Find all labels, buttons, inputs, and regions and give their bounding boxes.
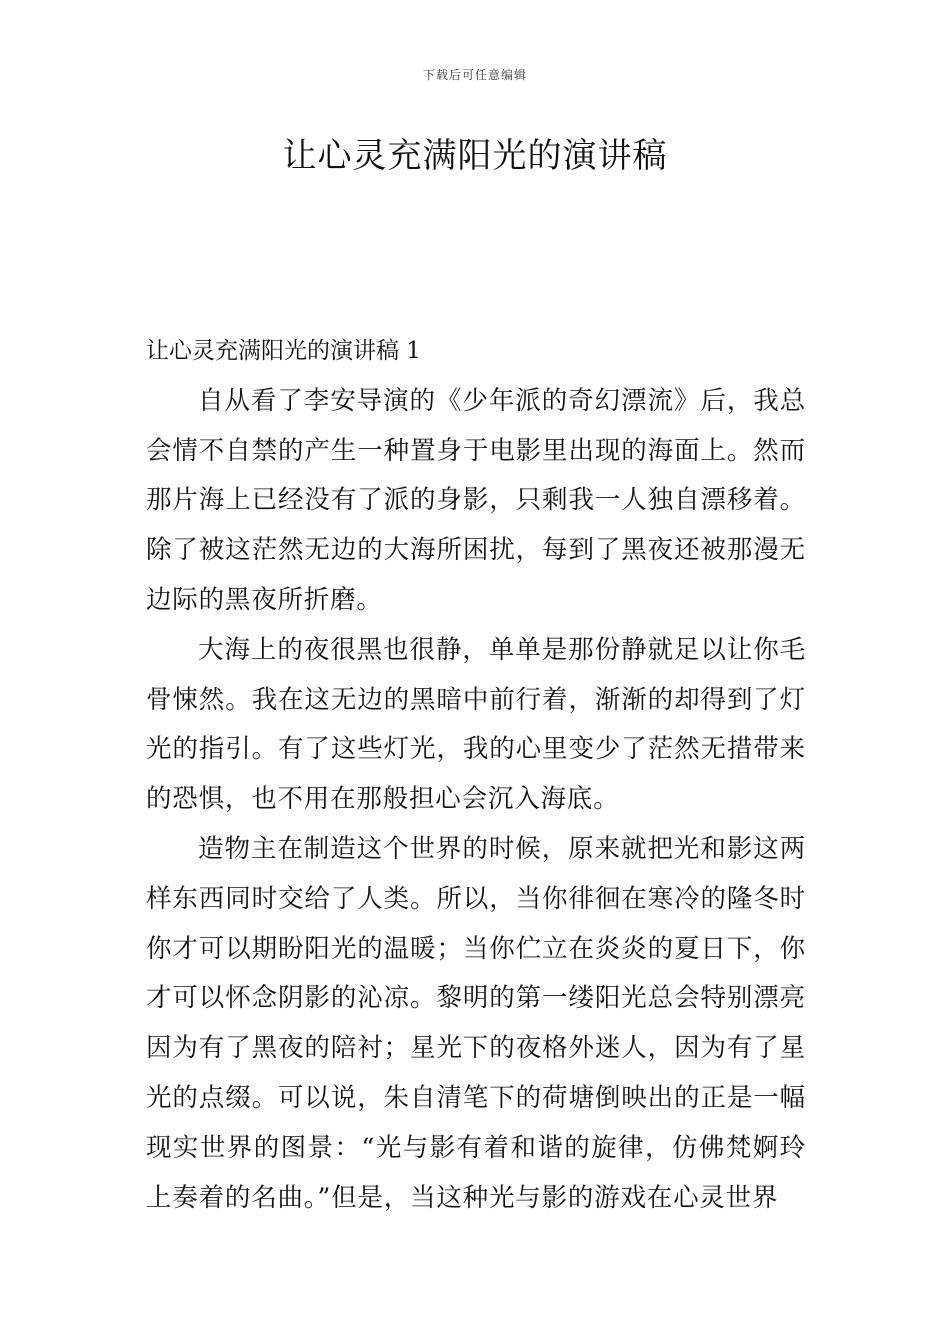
document-body: [146, 327, 806, 1223]
paragraph-1: 自从看了李安导演的《少年派的奇幻漂流》后，我总会情不自禁的产生一种置身于电影里出现的海面上。然而那片海上已经没有了派的身影，只剩我一人独自漂移着。除了被这茫然无边的大海所困扰，每到了黑夜还被那漫无边际的黑夜所折磨。: [146, 385, 806, 615]
paragraph-2: 大海上的夜很黑也很静，单单是那份静就足以让你毛骨悚然。我在这无边的黑暗中前行着，渐渐的却得到了灯光的指引。有了这些灯光，我的心里变少了茫然无措带来的恐惧，也不用在那般担心会沉入海底。: [146, 634, 806, 815]
document-title: 让心灵充满阳光的演讲稿: [282, 136, 668, 176]
paragraph-3: 造物主在制造这个世界的时候，原来就把光和影这两样东西同时交给了人类。所以，当你徘徊在寒冷的隆冬时你才可以期盼阳光的温暖；当你伫立在炎炎的夏日下，你才可以怀念阴影的沁凉。黎明的第一缕阳光总会特别漂亮因为有了黑夜的陪衬；星光下的夜格外迷人，因为有了星光的点缀。可以说，朱自清笔下的荷塘倒映出的正是一幅现实世界的图景：“光与影有着和谐的旋律，仿佛梵婀玲上奏着的名曲。”但是，当这种光与影的游戏在心灵世界: [146, 833, 806, 1213]
header-note: 下载后可任意编辑: [422, 68, 527, 82]
section-heading: 让心灵充满阳光的演讲稿 1: [146, 338, 421, 364]
